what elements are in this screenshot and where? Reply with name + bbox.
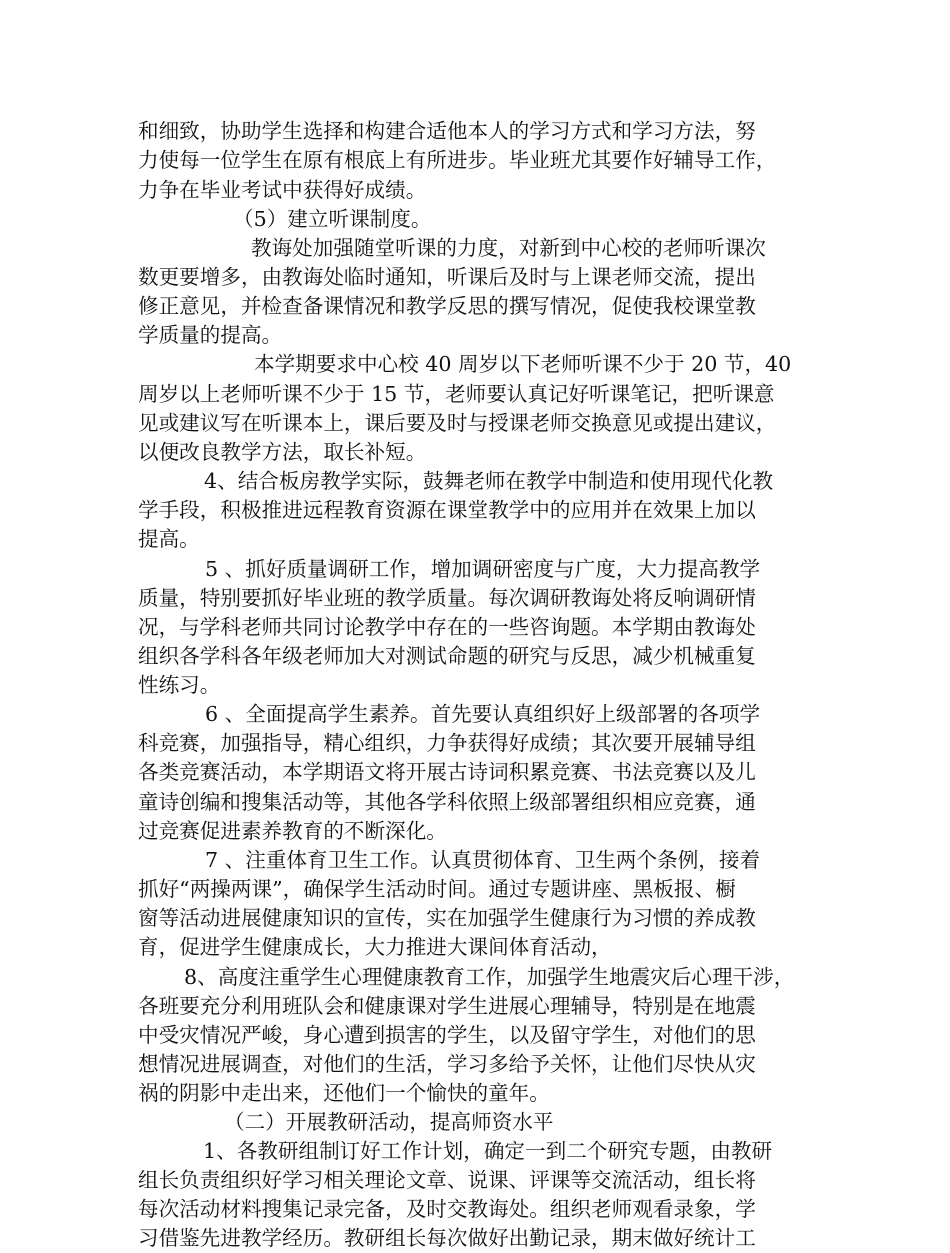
text-line: 况，与学科老师共同讨论教学中存在的一些咨询题。本学期由教诲处 [138, 615, 756, 639]
text-line: 过竞赛促进素养教育的不断深化。 [138, 819, 447, 843]
text-line: 科竞赛，加强指导，精心组织，力争获得好成绩；其次要开展辅导组 [138, 731, 756, 755]
text-line: 习借鉴先进教学经历。教研组长每次做好出勤记录，期末做好统计工 [138, 1226, 756, 1250]
text-line: 见或建议写在听课本上，课后要及时与授课老师交换意见或提出建议， [138, 411, 777, 435]
text-line: 组长负责组织好学习相关理论文章、说课、评课等交流活动，组长将 [138, 1168, 756, 1192]
text-line: 质量，特别要抓好毕业班的教学质量。每次调研教诲处将反响调研情 [138, 586, 756, 610]
text-line: 学手段，积极推进远程教育资源在课堂教学中的应用并在效果上加以 [138, 498, 756, 522]
text-line: 每次活动材料搜集记录完备，及时交教诲处。组织老师观看录象，学 [138, 1197, 756, 1221]
text-line: 窗等活动进展健康知识的宣传，实在加强学生健康行为习惯的养成教 [138, 906, 756, 930]
text-line: 祸的阴影中走出来，还他们一个愉快的童年。 [138, 1081, 550, 1105]
text-line: 6 、全面提高学生素养。首先要认真组织好上级部署的各项学 [205, 702, 761, 726]
text-line: 组织各学科各年级老师加大对测试命题的研究与反思，减少机械重复 [138, 644, 756, 668]
text-line: 力使每一位学生在原有根底上有所进步。毕业班尤其要作好辅导工作， [138, 148, 777, 172]
text-line: 1、各教研组制订好工作计划，确定一到二个研究专题，由教研 [203, 1139, 773, 1163]
text-line: 7 、注重体育卫生工作。认真贯彻体育、卫生两个条例，接着 [205, 848, 761, 872]
text-line: （5）建立听课制度。 [233, 207, 432, 231]
text-line: 以便改良教学方法，取长补短。 [138, 440, 427, 464]
text-line: 提高。 [138, 527, 200, 551]
text-line: 童诗创编和搜集活动等，其他各学科依照上级部署组织相应竞赛，通 [138, 790, 756, 814]
text-line: 各班要充分利用班队会和健康课对学生进展心理辅导，特别是在地震 [138, 994, 756, 1018]
text-line: 学质量的提高。 [138, 323, 283, 347]
text-line: 想情况进展调查，对他们的生活，学习多给予关怀，让他们尽快从灾 [138, 1052, 756, 1076]
text-line: 育，促进学生健康成长，大力推进大课间体育活动， [138, 935, 612, 959]
text-line: 数更要增多，由教诲处临时通知，听课后及时与上课老师交流，提出 [138, 265, 756, 289]
text-line: 各类竞赛活动，本学期语文将开展古诗词积累竞赛、书法竞赛以及儿 [138, 760, 756, 784]
text-line: 修正意见，并检查备课情况和教学反思的撰写情况，促使我校课堂教 [138, 294, 756, 318]
text-line: 5 、抓好质量调研工作，增加调研密度与广度，大力提高教学 [205, 557, 761, 581]
text-line: 抓好“两操两课”，确保学生活动时间。通过专题讲座、黑板报、橱 [138, 877, 736, 901]
text-line: 4、结合板房教学实际，鼓舞老师在教学中制造和使用现代化教 [204, 469, 774, 493]
section-heading: （二）开展教研活动，提高师资水平 [224, 1110, 554, 1134]
text-line: 中受灾情况严峻，身心遭到损害的学生，以及留守学生，对他们的思 [138, 1023, 756, 1047]
text-line: 力争在毕业考试中获得好成绩。 [138, 178, 427, 202]
text-line: 和细致，协助学生选择和构建合适他本人的学习方式和学习方法，努 [138, 119, 756, 143]
text-line: 8、高度注重学生心理健康教育工作，加强学生地震灾后心理干涉， [184, 965, 795, 989]
text-line: 性练习。 [138, 673, 221, 697]
text-line: 周岁以上老师听课不少于 15 节，老师要认真记好听课笔记，把听课意 [138, 382, 775, 406]
text-line: 本学期要求中心校 40 周岁以下老师听课不少于 20 节，40 [254, 352, 792, 376]
text-line: 教诲处加强随堂听课的力度，对新到中心校的老师听课次 [251, 236, 766, 260]
